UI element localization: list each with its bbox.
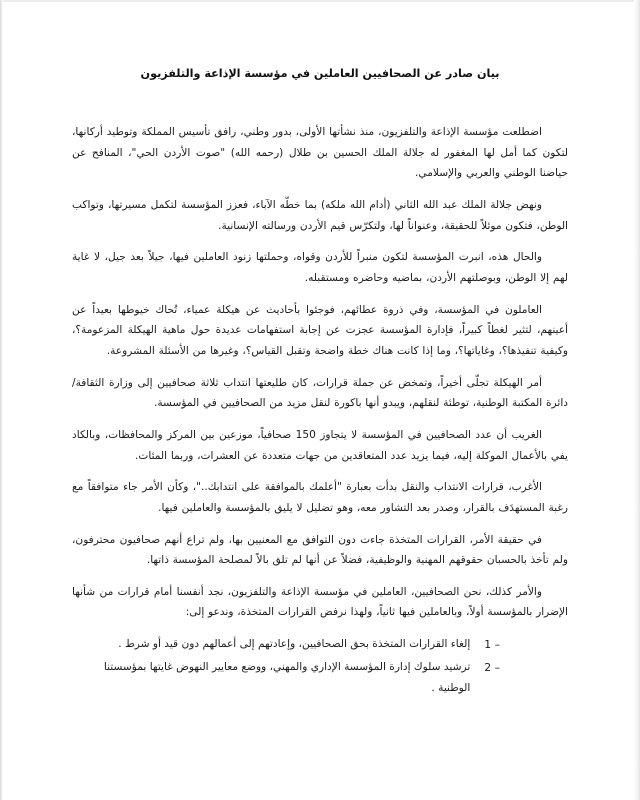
paragraph-9: والأمر كذلك، نحن الصحافيين، العاملين في مؤسسة الإذاعة والتلفزيون، نجد أنفسنا أمام قرارات من شأنها الإضرار بالمؤسسة أولاً، وبالعاملين فيها ثانياً، ولهذا نرفض القرارات المتخذة، وندعو إلى: <box>72 585 568 619</box>
document-title: بيان صادر عن الصحافيين العاملين في مؤسسة الإذاعة والتلفزيون <box>140 67 500 80</box>
demand-item <box>72 634 568 655</box>
demand-text: إلغاء القرارات المتخذة بحق الصحافيين، وإعادتهم إلى أعمالهم دون قيد أو شرط . <box>118 638 471 651</box>
demand-item <box>72 657 568 698</box>
paragraph-3: والحال هذه، انبرت المؤسسة لتكون منبراً للأردن وقواه، وحملتها زنود العاملين فيها، جيلاً بعد جيل، لا غاية لهم إلا الوطن، وبوصلتهم الأردن، بماضيه وحاضره ومستقبله. <box>72 251 568 284</box>
paragraph-6: الغريب أن عدد الصحافيين في المؤسسة لا يتجاوز 150 صحافياً، موزعين بين المركز والمحافظات، وبالكاد يفي بالأعمال الموكلة إليه، فيما يزيد عدد المتعاقدين من جهات متعددة عن العشرات، وربما المئات. <box>72 428 568 462</box>
demand-text: ترشيد سلوك إدارة المؤسسة الإداري والمهني، ووضع معايير النهوض غايتها بمؤسستنا الوطنية . <box>103 661 471 694</box>
demand-marker: 1 – <box>484 638 500 652</box>
paragraph-7: الأغرب، قرارات الانتداب والنقل بدأت بعبارة "أعلمك بالموافقة على انتدابك.."، وكأن الأمر جاء متوافقاً مع رغبة المستهدَف بالقرار، وصدر بعد التشاور معه، وهو تضليل لا يليق بالمؤسسة والعاملين فيها. <box>72 481 568 514</box>
paragraph-5: أمر الهيكلة تجلّى أخيراً، وتمخض عن جملة قرارات، كان طليعتها انتداب ثلاثة صحافيين إلى وزارة الثقافة/ دائرة المكتبة الوطنية، توطئة لنقلهم، ويبدو أنها باكورة لنقل مزيد من الصحافيين في المؤسسة. <box>72 376 568 410</box>
document-body <box>72 122 568 700</box>
paragraph-1: اضطلعت مؤسسة الإذاعة والتلفزيون، منذ نشأتها الأولى، بدور وطني، رافق تأسيس المملكة وتوطيد أركانها، لتكون كما أمل لها المغفور له جلالة الملك الحسين بن طلال (رحمه الله) "صوت الأردن الحي"، المنافح عن حياضنا الوطني والعربي والإسلامي. <box>72 126 568 180</box>
paragraph-8: في حقيقة الأمر، القرارات المتخذة جاءت دون التوافق مع المعنيين بها، ولم تراع أنهم صحافيون محترفون، ولم تأخذ بالحسبان حقوقهم المهنية والوظيفية، فضلاً عن أنها لم تلق بالاً لمصلحة المؤسسة ذاتها. <box>72 533 568 567</box>
demand-marker: 2 – <box>484 661 500 675</box>
paragraph-2: ونهض جلالة الملك عبد الله الثاني (أدام الله ملكه) بما خطّه الآباء، فعزز المؤسسة لتكمل مسيرتها، وتواكب الوطن، فتكون موئلاً للحقيقة، وعنواناً لها، ولتكرّس قيم الأردن ورسالته الإنسانية. <box>72 198 568 232</box>
demands-list <box>72 634 568 698</box>
paragraph-4: العاملون في المؤسسة، وفي ذروة عطائهم، فوجئوا بأحاديث عن هيكلة عمياء، تُحاك خيوطها بعيداً عن أعينهم، لتثير لغطاً كبيراً، فإدارة المؤسسة عجزت عن إجابة استفهامات عديدة حول ماهية الهيكلة المزعومة؟، وكيفية تنفيذها؟، وغاياتها؟، وما إذا كانت هناك خطة واضحة وتقبل القياس؟، وغيرها من الأسئلة المشروعة. <box>72 303 568 357</box>
